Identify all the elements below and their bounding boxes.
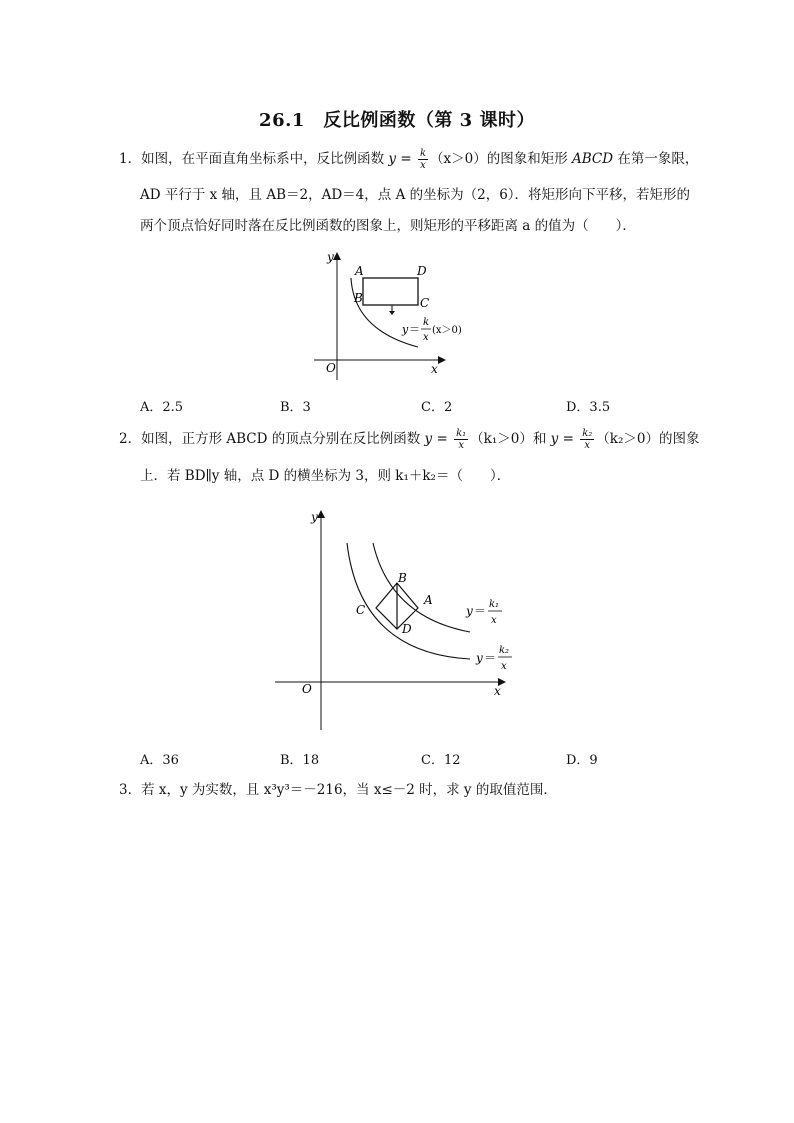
q1-label-B: B bbox=[354, 291, 363, 305]
q2-text-seg1: 如图，正方形 ABCD 的顶点分别在反比例函数 bbox=[141, 431, 425, 447]
q1-line3: 两个顶点恰好同时落在反比例函数的图象上，则矩形的平移距离 a 的值为（ ）． bbox=[140, 218, 636, 234]
q2-label-B: B bbox=[398, 571, 407, 585]
q2-option-d[interactable]: D．9 bbox=[566, 753, 598, 768]
q2-c2-den: x bbox=[501, 661, 507, 672]
q2-f1-den: x bbox=[458, 440, 464, 451]
q2-hyperbola-k2 bbox=[347, 543, 470, 659]
q2-c2-y: y bbox=[476, 651, 483, 665]
q2-c1-y: y bbox=[466, 604, 473, 618]
q2-option-a[interactable]: A．36 bbox=[140, 753, 179, 768]
q1-number: 1． bbox=[119, 151, 142, 167]
q2-line2: 上．若 BD∥y 轴，点 D 的横坐标为 3，则 k₁＋k₂＝（ ）． bbox=[140, 468, 511, 484]
q1-hyperbola bbox=[351, 278, 418, 347]
q1-label-A: A bbox=[355, 264, 364, 278]
q1-curve-num: k bbox=[423, 317, 430, 328]
q2-label-C: C bbox=[356, 603, 366, 617]
q2-y-label: y bbox=[311, 510, 318, 524]
q2-label-D: D bbox=[402, 622, 412, 636]
q2-c1-eq: ＝ bbox=[474, 604, 487, 618]
q1-curve-y: y bbox=[402, 323, 409, 336]
page-title: 26.1 反比例函数（第 3 课时） bbox=[259, 110, 535, 131]
q1-option-b[interactable]: B．3 bbox=[280, 400, 311, 415]
q1-curve-cond: (x＞0) bbox=[432, 325, 462, 336]
q2-f2-cond: （k₂＞0） bbox=[596, 431, 659, 447]
q1-down-arrow-head bbox=[389, 311, 395, 315]
q1-fraction bbox=[418, 148, 428, 171]
q1-line2: AD 平行于 x 轴，且 AB＝2，AD＝4，点 A 的坐标为（2，6）．将矩形向下平移，若矩形的 bbox=[140, 187, 691, 203]
q2-f2-y: y bbox=[550, 431, 559, 447]
q1-label-C: C bbox=[420, 296, 430, 310]
q1-frac-den: x bbox=[420, 160, 426, 171]
q2-option-c[interactable]: C．12 bbox=[421, 753, 461, 768]
q1-text-seg1: 如图，在平面直角坐标系中，反比例函数 bbox=[141, 151, 389, 167]
q2-number: 2． bbox=[119, 431, 142, 447]
q2-figure bbox=[270, 505, 530, 735]
q1-option-d[interactable]: D．3.5 bbox=[566, 400, 611, 415]
q1-option-a[interactable]: A．2.5 bbox=[140, 400, 184, 415]
q2-f2-eq: = bbox=[558, 431, 579, 447]
q2-f1-y: y bbox=[424, 431, 433, 447]
q3-line1 bbox=[119, 781, 557, 799]
q1-origin-label: O bbox=[326, 361, 336, 375]
q1-y-label: y bbox=[327, 250, 334, 264]
q1-curve-eq: ＝ bbox=[409, 323, 420, 336]
q2-line1 bbox=[119, 428, 699, 451]
q2-and: 和 bbox=[532, 431, 551, 447]
q2-label-A: A bbox=[424, 593, 433, 607]
q2-hyperbola-k1 bbox=[373, 543, 470, 632]
q1-func-y: y bbox=[388, 151, 397, 167]
q1-figure bbox=[300, 245, 500, 385]
q1-x-label: x bbox=[431, 362, 438, 376]
q1-text-seg3: 在第一象限， bbox=[613, 151, 699, 167]
q1-curve-den: x bbox=[423, 332, 429, 343]
q2-text-seg2: 的图象 bbox=[658, 431, 700, 447]
q3-number: 3． bbox=[119, 782, 142, 798]
q2-f2-fraction bbox=[580, 428, 594, 451]
q1-frac-num: k bbox=[419, 148, 426, 159]
q1-func-eq: = bbox=[396, 151, 416, 167]
q2-f1-num: k₁ bbox=[456, 428, 467, 439]
q2-c2-num: k₂ bbox=[499, 645, 510, 656]
q2-f2-den: x bbox=[584, 440, 591, 451]
q2-x-label: x bbox=[494, 684, 501, 698]
q1-abcd: ABCD bbox=[572, 151, 614, 167]
q1-option-c[interactable]: C．2 bbox=[421, 400, 453, 415]
q1-cond: （x＞0） bbox=[430, 151, 487, 167]
q1-label-D: D bbox=[417, 264, 427, 278]
q1-text-seg2: 的图象和矩形 bbox=[486, 151, 572, 167]
q2-f2-num: k₂ bbox=[582, 428, 593, 439]
q2-f1-cond: （k₁＞0） bbox=[470, 431, 533, 447]
q2-c1-den: x bbox=[491, 615, 497, 626]
q2-c2-eq: ＝ bbox=[484, 651, 497, 665]
q1-line1 bbox=[119, 148, 698, 171]
q2-option-b[interactable]: B．18 bbox=[280, 753, 320, 768]
q2-f1-eq: = bbox=[432, 431, 453, 447]
q3-text: 若 x，y 为实数，且 x³y³＝－216，当 x≤－2 时，求 y 的取值范围． bbox=[141, 782, 557, 798]
q2-f1-fraction bbox=[454, 428, 468, 451]
q2-c1-num: k₁ bbox=[489, 599, 500, 610]
q2-origin-label: O bbox=[302, 682, 312, 696]
q1-rectangle bbox=[363, 278, 418, 305]
